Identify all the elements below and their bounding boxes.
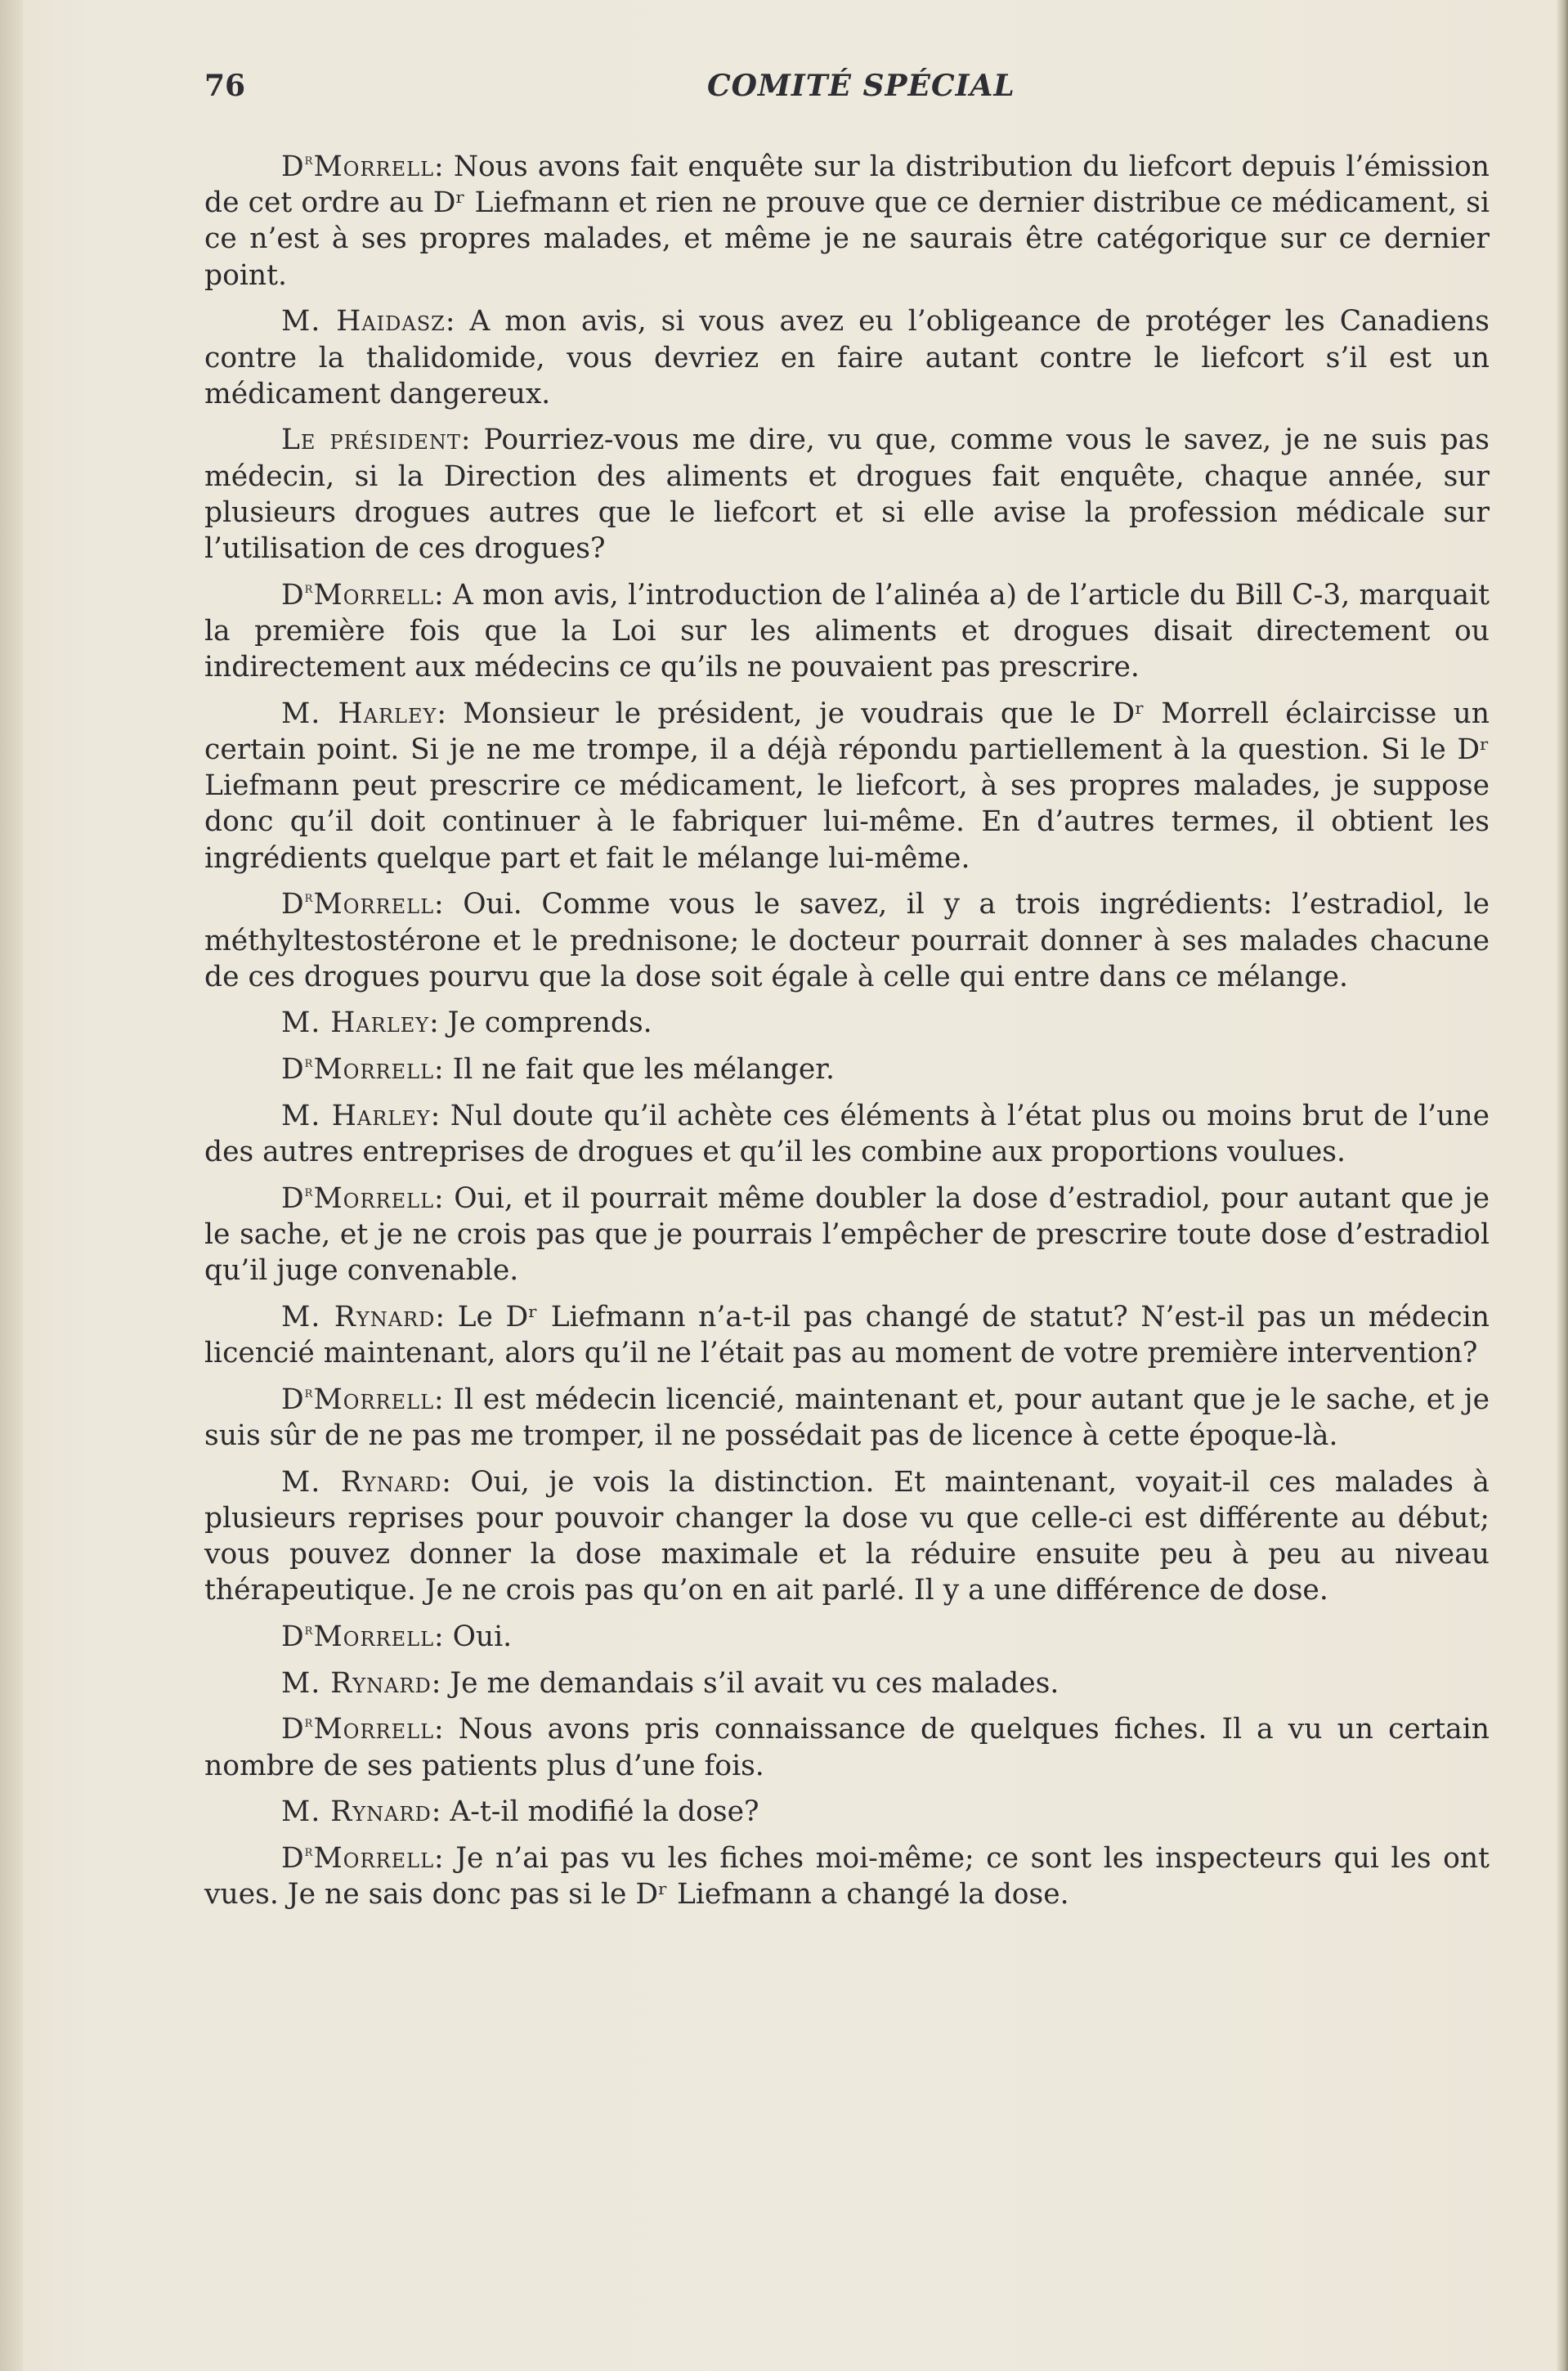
speech-text: : Je me demandais s’il avait vu ces malades. <box>431 1666 1060 1700</box>
speech-text: : Oui. Comme vous le savez, il y a trois ingrédients: l’estradiol, le méthyltestostérone et le prednisone; le docteur pourrait donner à ses malades chacune de ces drogues pourvu que la dose soit égale à celle qui entre dans ce mélange. <box>204 888 1490 993</box>
speech-text: : Nul doute qu’il achète ces éléments à l’état plus ou moins brut de l’une des autres entreprises de drogues et qu’il les combine aux proportions voulues. <box>204 1099 1490 1169</box>
speech-text: : A mon avis, si vous avez eu l’obligeance de protéger les Canadiens contre la thalidomide, vous devriez en faire autant contre le liefcort s’il est un médicament dangereux. <box>204 305 1490 410</box>
speaker-name: M. Rynard <box>281 1465 442 1499</box>
speech-text: : Nous avons pris connaissance de quelques fiches. Il a vu un certain nombre de ses patients plus d’une fois. <box>204 1713 1490 1782</box>
speaker-name: M. Rynard <box>281 1666 432 1700</box>
transcript-paragraph <box>204 696 1490 876</box>
speaker-name: M. Harley <box>281 1006 430 1040</box>
speech-text: : Il ne fait que les mélanger. <box>434 1053 835 1087</box>
transcript-paragraph <box>204 1299 1490 1371</box>
transcript-paragraph <box>204 422 1490 567</box>
speaker-name: $D^rMorrell$ <box>281 1052 435 1087</box>
transcript-paragraph <box>204 886 1490 995</box>
speaker-name: Le président <box>281 424 461 457</box>
speech-text: : A-t-il modifié la dose? <box>431 1795 759 1829</box>
running-title: COMITÉ SPÉCIAL <box>707 69 1015 103</box>
speaker-name: $D^rMorrell$ <box>281 1181 435 1215</box>
transcript-paragraph <box>204 1098 1490 1170</box>
transcript-paragraph <box>204 577 1490 686</box>
speech-text: : Le Dʳ Liefmann n’a-t-il pas changé de statut? N’est-il pas un médecin licencié maintenant, alors qu’il ne l’était pas au moment de votre première intervention? <box>204 1300 1490 1370</box>
speaker-name: M. Rynard <box>281 1300 436 1333</box>
speech-text: : Il est médecin licencié, maintenant et, pour autant que je le sache, et je suis sûr de ne pas me tromper, il ne possédait pas de licence à cette époque-là. <box>204 1383 1490 1452</box>
transcript-paragraph <box>204 1181 1490 1289</box>
transcript-paragraph <box>204 1794 1490 1830</box>
transcript-paragraph <box>204 1382 1490 1454</box>
transcript-body <box>204 149 1490 1923</box>
page-number: 76 <box>204 69 246 103</box>
speech-text: : Nous avons fait enquête sur la distribution du liefcort depuis l’émission de cet ordre au Dʳ Liefmann et rien ne prouve que ce dernier distribue ce médicament, si ce n’est à ses propres malades, et même je ne saurais être catégorique sur ce dernier point. <box>204 150 1490 292</box>
transcript-paragraph <box>204 1665 1490 1701</box>
transcript-paragraph <box>204 149 1490 294</box>
speaker-name: M. Harley <box>281 697 437 730</box>
transcript-paragraph <box>204 303 1490 412</box>
transcript-paragraph <box>204 1051 1490 1087</box>
speech-text: : Pourriez-vous me dire, vu que, comme vous le savez, je ne suis pas médecin, si la Direction des aliments et drogues fait enquête, chaque année, sur plusieurs drogues autres que le liefcort et si elle avise la profession médicale sur l’utilisation de ces drogues? <box>204 424 1490 566</box>
speaker-name: $D^rMorrell$ <box>281 578 435 612</box>
speech-text: : Oui. <box>434 1620 513 1654</box>
page-header <box>204 69 1488 118</box>
transcript-paragraph <box>204 1711 1490 1783</box>
speaker-name: $D^rMorrell$ <box>281 150 435 183</box>
transcript-paragraph <box>204 1840 1490 1912</box>
speech-text: : Oui, je vois la distinction. Et maintenant, voyait-il ces malades à plusieurs reprises pour pouvoir changer la dose vu que celle-ci est différente au début; vous pouvez donner la dose maximale et la réduire ensuite peu à peu au niveau thérapeutique. Je ne crois pas qu’on en ait parlé. Il y a une différence de dose. <box>204 1465 1490 1607</box>
speech-text: : Je comprends. <box>429 1006 652 1040</box>
speaker-name: M. Haidasz <box>281 305 446 338</box>
speech-text: : Monsieur le président, je voudrais que le Dʳ Morrell éclaircisse un certain point. Si je ne me trompe, il a déjà répondu partiellement à la question. Si le Dʳ Liefmann peut prescrire ce médicament, le liefcort, à ses propres malades, je suppose donc qu’il doit continuer à le fabriquer lui-même. En d’autres termes, il obtient les ingrédients quelque part et fait le mélange lui-même. <box>204 697 1490 875</box>
transcript-paragraph <box>204 1619 1490 1655</box>
speech-text: : A mon avis, l’introduction de l’alinéa a) de l’article du Bill C-3, marquait la première fois que la Loi sur les aliments et drogues disait directement ou indirectement aux médecins ce qu’ils ne pouvaient pas prescrire. <box>204 578 1490 684</box>
speech-text: : Oui, et il pourrait même doubler la dose d’estradiol, pour autant que je le sache, et je ne crois pas que je pourrais l’empêcher de prescrire toute dose d’estradiol qu’il juge convenable. <box>204 1181 1490 1288</box>
speaker-name: $D^rMorrell$ <box>281 888 435 921</box>
binding-gutter-shadow <box>0 0 23 2371</box>
speaker-name: M. Harley <box>281 1099 431 1132</box>
speaker-name: $D^rMorrell$ <box>281 1713 435 1746</box>
page-edge-shadow <box>1557 0 1568 2371</box>
speaker-name: $D^rMorrell$ <box>281 1841 435 1876</box>
speech-text: : Je n’ai pas vu les fiches moi-même; ce sont les inspecteurs qui les ont vues. Je ne sais donc pas si le Dʳ Liefmann a changé la dose. <box>204 1842 1490 1912</box>
speaker-name: M. Rynard <box>281 1795 432 1829</box>
transcript-paragraph <box>204 1005 1490 1041</box>
transcript-paragraph <box>204 1464 1490 1609</box>
speaker-name: $D^rMorrell$ <box>281 1620 435 1654</box>
speaker-name: $D^rMorrell$ <box>281 1383 435 1416</box>
